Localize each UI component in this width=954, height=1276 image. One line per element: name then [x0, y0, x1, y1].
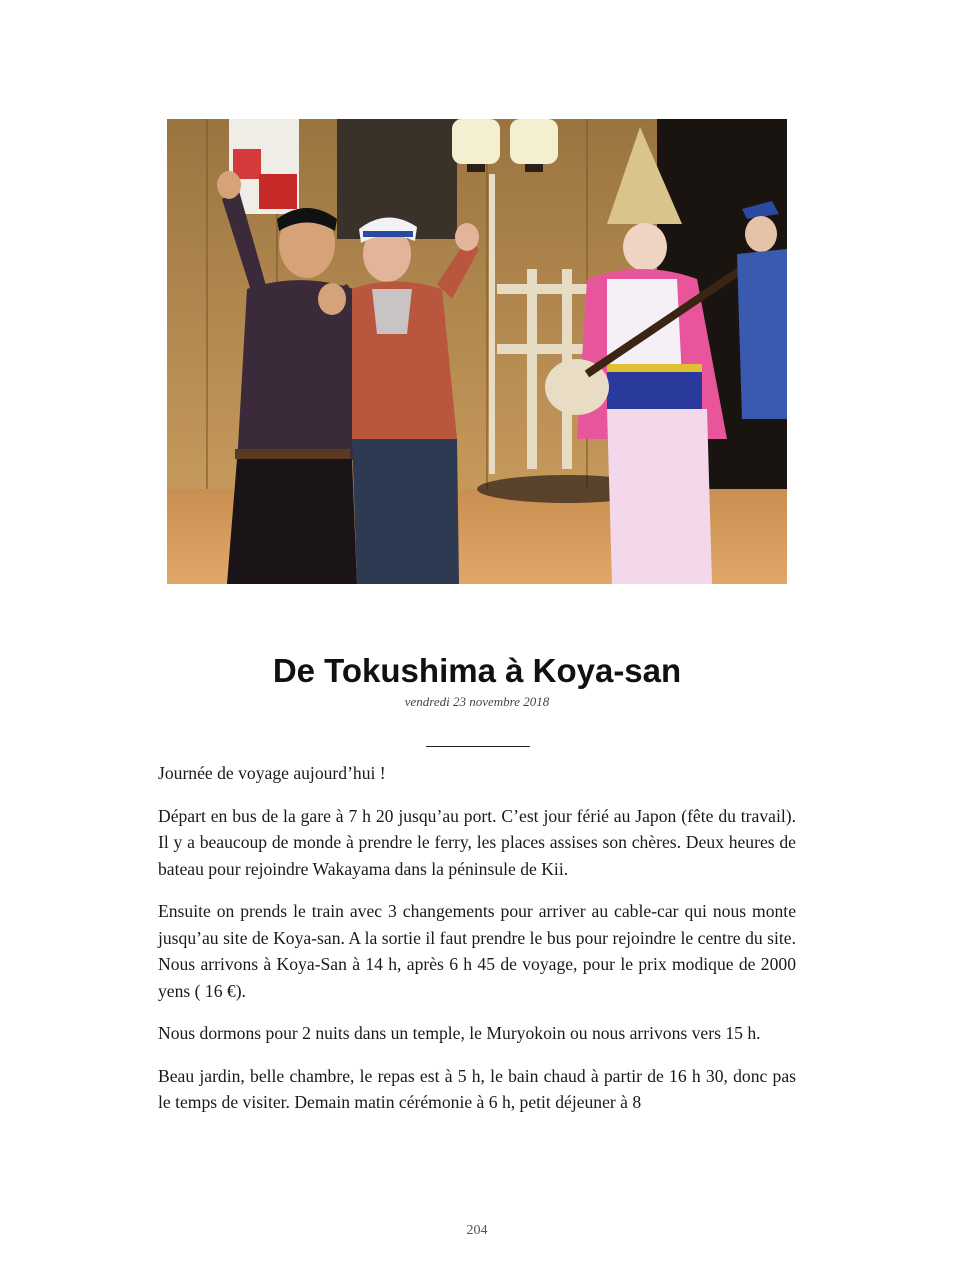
article-title: De Tokushima à Koya-san	[272, 652, 682, 689]
paragraph: Nous dormons pour 2 nuits dans un temple, le Muryokoin ou nous arrivons vers 15 h.	[158, 1023, 761, 1043]
title-separator	[426, 746, 530, 747]
article-body	[158, 760, 796, 1132]
paragraph: Ensuite on prends le train avec 3 changements pour arriver au cable-car qui nous monte jusqu’au site de Koya-san. A la sortie il faut prendre le bus pour rejoindre le centre du site. Nous arrivons à Koya-San à 14 h, après 6 h 45 de voyage, pour le prix modique de 2000 yens ( 16 €).	[158, 901, 796, 1001]
page-number: 204	[466, 1223, 488, 1238]
article-photo	[167, 119, 787, 584]
article-date: vendredi 23 novembre 2018	[404, 694, 550, 709]
paragraph: Journée de voyage aujourd’hui !	[158, 763, 386, 783]
dance-performance-photo	[167, 119, 787, 584]
paragraph: Beau jardin, belle chambre, le repas est à 5 h, le bain chaud à partir de 16 h 30, donc pas le temps de visiter. Demain matin cérémonie à 6 h, petit déjeuner à 8	[158, 1065, 796, 1112]
paragraph: Départ en bus de la gare à 7 h 20 jusqu’au port. C’est jour férié au Japon (fête du travail). Il y a beaucoup de monde à prendre le ferry, les places assises son chères. Deux heures de bateau pour rejoindre Wakayama dans la péninsule de Kii.	[158, 805, 796, 879]
